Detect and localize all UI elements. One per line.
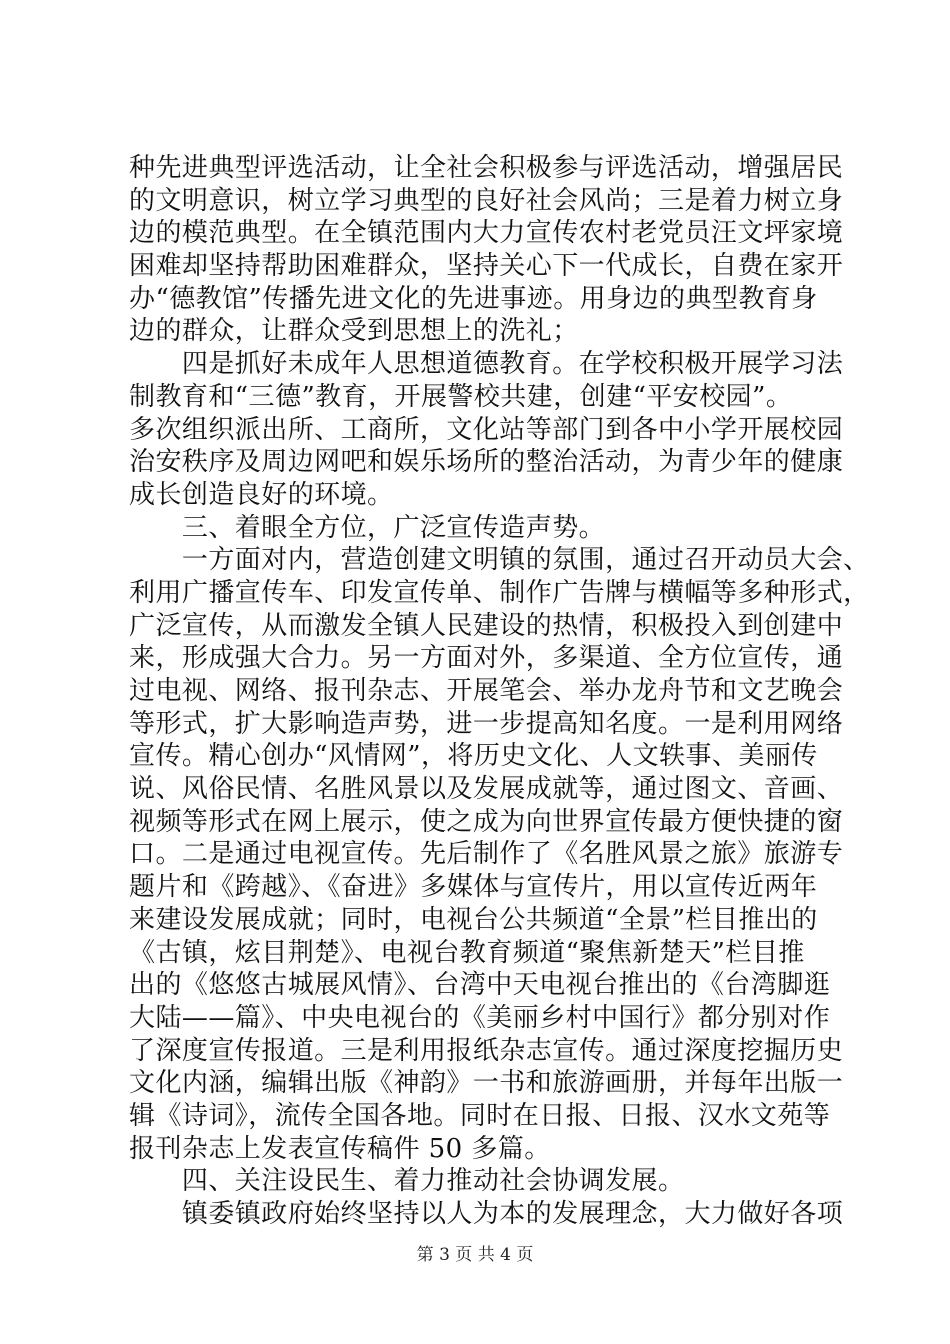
section-heading: 三、着眼全方位，广泛宣传造声势。 bbox=[129, 512, 606, 543]
text-line: 利用广播宣传车、印发宣传单、制作广告牌与横幅等多种形式， bbox=[129, 577, 870, 608]
text-line: 文化内涵，编辑出版《神韵》一书和旅游画册，并每年出版一 bbox=[129, 1068, 844, 1099]
text-line: 制教育和“三德”教育，开展警校共建，创建“平安校园”。 bbox=[129, 381, 793, 412]
text-line: 等形式，扩大影响造声势，进一步提高知名度。一是利用网络 bbox=[129, 708, 844, 739]
text-line: 成长创造良好的环境。 bbox=[129, 479, 394, 510]
text-line: 的文明意识，树立学习典型的良好社会风尚；三是着力树立身 bbox=[129, 185, 844, 216]
text-line: 报刊杂志上发表宣传稿件 50 多篇。 bbox=[129, 1133, 551, 1164]
text-line: 大陆——篇》、中央电视台的《美丽乡村中国行》都分别对作 bbox=[129, 1002, 831, 1033]
text-line: 辑《诗词》，流传全国各地。同时在日报、日报、汉水文苑等 bbox=[129, 1100, 831, 1131]
text-line: 多次组织派出所、工商所，文化站等部门到各中小学开展校园 bbox=[129, 414, 844, 445]
text-line: 出的《悠悠古城展风情》、台湾中天电视台推出的《台湾脚逛 bbox=[129, 970, 831, 1001]
text-line: 来建设发展成就；同时，电视台公共频道“全景”栏目推出的 bbox=[129, 904, 818, 935]
text-line: 镇委镇政府始终坚持以人为本的发展理念，大力做好各项 bbox=[129, 1199, 844, 1229]
document-body bbox=[129, 152, 870, 1231]
text-line: 办“德教馆”传播先进文化的先进事迹。用身边的典型教育身 bbox=[129, 283, 818, 314]
text-line: 边的模范典型。在全镇范围内大力宣传农村老党员汪文坪家境 bbox=[129, 218, 844, 249]
text-line: 过电视、网络、报刊杂志、开展笔会、举办龙舟节和文艺晚会 bbox=[129, 676, 844, 706]
text-line: 说、风俗民情、名胜风景以及发展成就等，通过图文、音画、 bbox=[129, 774, 844, 805]
text-line: 边的群众，让群众受到思想上的洗礼； bbox=[129, 316, 579, 347]
text-line: 治安秩序及周边网吧和娱乐场所的整治活动，为青少年的健康 bbox=[129, 447, 844, 478]
text-line: 了深度宣传报道。三是利用报纸杂志宣传。通过深度挖掘历史 bbox=[129, 1035, 844, 1066]
text-line: 来，形成强大合力。另一方面对外，多渠道、全方位宣传，通 bbox=[129, 643, 844, 674]
text-line: 一方面对内，营造创建文明镇的氛围，通过召开动员大会、 bbox=[129, 545, 870, 576]
text-line: 广泛宣传，从而激发全镇人民建设的热情，积极投入到创建中 bbox=[129, 610, 844, 641]
text-line: 《古镇，炫目荆楚》、电视台教育频道“聚焦新楚天”栏目推 bbox=[129, 937, 805, 968]
text-line: 宣传。精心创办“风情网”，将历史文化、人文轶事、美丽传 bbox=[129, 741, 818, 772]
text-line: 视频等形式在网上展示，使之成为向世界宣传最方便快捷的窗 bbox=[129, 806, 844, 837]
section-heading: 四、关注设民生、着力推动社会协调发展。 bbox=[129, 1166, 685, 1197]
text-line: 困难却坚持帮助困难群众，坚持关心下一代成长，自费在家开 bbox=[129, 251, 844, 282]
page-footer: 第 3 页 共 4 页 bbox=[416, 1245, 534, 1265]
text-line: 种先进典型评选活动，让全社会积极参与评选活动，增强居民 bbox=[129, 153, 844, 183]
text-line: 题片和《跨越》、《奋进》多媒体与宣传片，用以宣传近两年 bbox=[129, 872, 818, 903]
text-line: 口。二是通过电视宣传。先后制作了《名胜风景之旅》旅游专 bbox=[129, 839, 844, 870]
text-line: 四是抓好未成年人思想道德教育。在学校积极开展学习法 bbox=[129, 349, 844, 380]
